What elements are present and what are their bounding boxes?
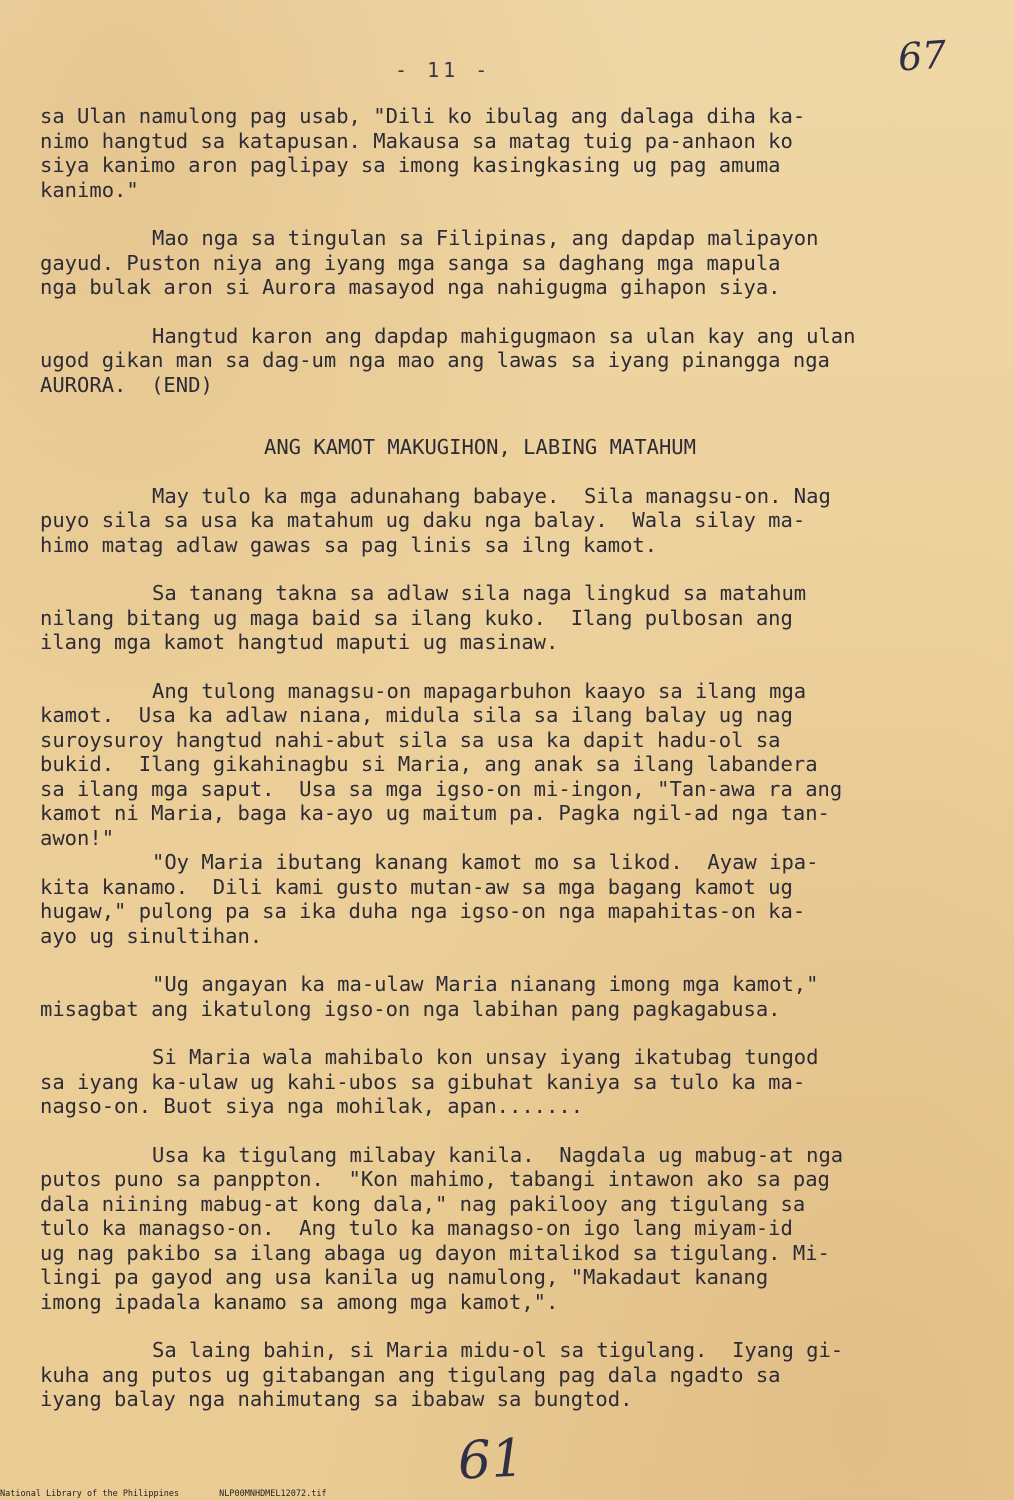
paragraph [40,484,980,558]
handwritten-bottom-number: 61 [456,1428,526,1492]
typewritten-body [40,104,980,1412]
text-line: sa Ulan namulong pag usab, "Dili ko ibulag ang dalaga diha ka- [40,104,806,128]
text-line: kamot ni Maria, baga ka-ayo ug maitum pa. Pagka ngil-ad nga tan- [40,801,830,825]
story-title: ANG KAMOT MAKUGIHON, LABING MATAHUM [264,435,696,459]
text-line: iyang balay nga nahimutang sa ibabaw sa bungtod. [40,1387,633,1411]
text-line: bukid. Ilang gikahinagbu si Maria, ang anak sa ilang labandera [40,752,818,776]
text-line: nagso-on. Buot siya nga mohilak, apan....... [40,1094,584,1118]
text-line: Mao nga sa tingulan sa Filipinas, ang dapdap malipayon [152,226,819,250]
text-line: kita kanamo. Dili kami gusto mutan-aw sa mga bagang kamot ug [40,874,793,899]
footer-institution: National Library of the Philippines [0,1489,180,1499]
text-line: nga bulak aron si Aurora masayod nga nahigugma gihapon siya. [40,275,781,299]
text-line: kuha ang putos ug gitabangan ang tigulang pag dala ngadto sa [40,1362,781,1387]
text-line: May tulo ka mga adunahang babaye. Sila managsu-on. Nag [152,483,831,508]
text-line: putos puno sa panppton. "Kon mahimo, tabangi intawon ako sa pag [40,1167,830,1191]
page-marker: - 11 - [395,58,492,82]
text-line: dala niining mabug-at kong dala," nag pakilooy ang tigulang sa [40,1191,806,1216]
text-line: nilang bitang ug maga baid sa ilang kuko. Ilang pulbosan ang [40,605,793,630]
text-line: Usa ka tigulang milabay kanila. Nagdala ug mabug-at nga [152,1142,844,1167]
text-line: hugaw," pulong pa sa ika duha nga igso-on nga mapahitas-on ka- [40,899,806,923]
text-line: Sa tanang takna sa adlaw sila naga lingkud sa matahum [152,581,807,605]
text-line: Ang tulong managsu-on mapagarbuhon kaayo sa ilang mga [152,678,807,703]
paragraph [40,1143,980,1315]
text-line: tulo ka managso-on. Ang tulo ka managso-on igo lang miyam-id [40,1216,793,1240]
text-line: ilang mga kamot hangtud maputi ug masinaw. [40,630,559,654]
text-line: lingi pa gayod ang usa kanila ug namulong, "Makadaut kanang [40,1265,769,1289]
text-line: ug nag pakibo sa ilang abaga ug dayon mitalikod sa tigulang. Mi- [40,1240,830,1265]
text-line: kamot. Usa ka adlaw niana, midula sila sa ilang balay ug nag [40,703,793,727]
story-ending [40,104,980,397]
paragraph [40,1045,980,1119]
text-line: sa iyang ka-ulaw ug kahi-ubos sa gibuhat kaniya sa tulo ka ma- [40,1069,806,1094]
footer-filename: NLP00MNHDMEL12072.tif [219,1489,327,1499]
text-line: siya kanimo aron paglipay sa imong kasingkasing ug pag amuma [40,153,781,177]
paragraph [40,104,980,202]
text-line: puyo sila sa usa ka matahum ug daku nga balay. Wala silay ma- [40,508,806,532]
text-line: nimo hangtud sa katapusan. Makausa sa matag tuig pa-anhaon ko [40,128,793,153]
paragraph [40,679,980,851]
text-line: "Ug angayan ka ma-ulaw Maria nianang imong mga kamot," [152,972,819,996]
text-line: ayo ug sinultihan. [40,923,263,948]
paragraph [40,850,980,948]
text-line: suroysuroy hangtud nahi-abut sila sa usa ka dapit hadu-ol sa [40,727,781,752]
text-line: "Oy Maria ibutang kanang kamot mo sa likod. Ayaw ipa- [152,850,819,874]
paragraph [40,581,980,655]
text-line: Si Maria wala mahibalo kon unsay iyang ikatubag tungod [152,1045,819,1069]
handwritten-page-number: 67 [896,32,948,80]
story-body [40,484,980,1412]
paragraph [40,972,980,1021]
text-line: Hangtud karon ang dapdap mahigugmaon sa ulan kay ang ulan [152,323,856,348]
paragraph [40,226,980,300]
text-line: himo matag adlaw gawas sa pag linis sa ilng kamot. [40,532,658,557]
text-line: gayud. Puston niya ang iyang mga sanga sa daghang mga mapula [40,250,781,275]
paragraph [40,324,980,398]
text-line: AURORA. (END) [40,372,213,397]
text-line: imong ipadala kanamo sa among mga kamot,". [40,1289,559,1314]
text-line: Sa laing bahin, si Maria midu-ol sa tigulang. Iyang gi- [152,1338,844,1362]
scan-footer [0,1489,327,1499]
text-line: misagbat ang ikatulong igso-on nga labihan pang pagkagabusa. [40,996,781,1021]
paragraph [40,1338,980,1412]
text-line: ugod gikan man sa dag-um nga mao ang lawas sa iyang pinangga nga [40,348,830,372]
text-line: awon!" [40,825,115,850]
text-line: kanimo." [40,177,139,202]
text-line: sa ilang mga saput. Usa sa mga igso-on mi-ingon, "Tan-awa ra ang [40,776,843,801]
